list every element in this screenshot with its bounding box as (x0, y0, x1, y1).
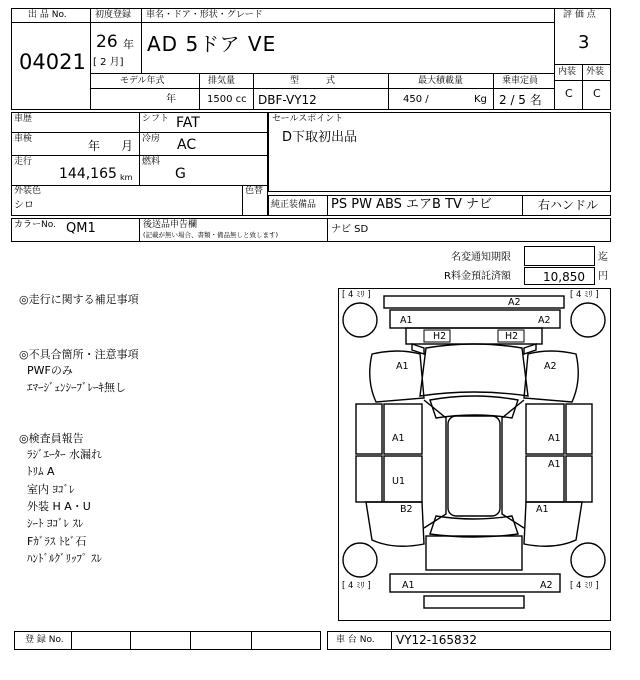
roof (448, 416, 500, 516)
mark-door-front-left: A1 (392, 433, 405, 444)
mark-grille-right: H2 (505, 331, 519, 342)
rear-bumper-bottom (424, 596, 524, 608)
rear-bumper (390, 574, 560, 592)
inspection-year-unit: 年 (88, 139, 101, 153)
front-bumper-top (384, 296, 564, 308)
front-bumper (390, 310, 560, 328)
car-outline-diagram (338, 288, 611, 621)
first-reg-month: [ 2 月] (93, 57, 124, 68)
first-reg-year-unit: 年 (123, 38, 134, 51)
first-reg-label: 初度登録 (95, 10, 132, 20)
color-change-label: 色替 (245, 186, 264, 196)
defect-line: PWFのみ (27, 364, 73, 377)
door-front-right (566, 404, 592, 454)
fuel-value: G (175, 166, 186, 182)
steering-value: 右ハンドル (538, 198, 599, 212)
mark-door-rear-right: A1 (548, 459, 561, 470)
mark-fender-left: A1 (396, 361, 409, 372)
door-front-left (356, 404, 382, 454)
inspector-line: Fｶﾞﾗｽ ﾄﾋﾞ石 (27, 535, 87, 548)
wheel-front-right (571, 303, 605, 337)
score-label: 評 価 点 (563, 10, 596, 20)
shift-label: シフト (142, 114, 170, 124)
mark-quarter-right: A1 (536, 504, 549, 515)
mark-rear-bumper-left: A1 (402, 580, 415, 591)
recycle-label: R料金預託済額 (444, 271, 511, 282)
mark-quarter-left: B2 (400, 504, 413, 515)
max-load-label: 最大積載量 (418, 76, 464, 86)
wheel-front-left (343, 303, 377, 337)
defects-title: ◎不具合箇所・注意事項 (19, 348, 139, 361)
tire-depth-rr: [ 4 ﾐﾘ ] (570, 581, 599, 591)
lot-label: 出 品 No. (28, 10, 67, 20)
interior-grade: C (565, 87, 573, 100)
history-label: 車歴 (14, 114, 33, 124)
inspection-month-unit: 月 (121, 139, 134, 153)
score-value: 3 (578, 32, 590, 53)
inspector-line: ﾗｼﾞｴｰﾀｰ 水漏れ (27, 448, 102, 461)
driving-notes-title: ◎走行に関する補足事項 (19, 293, 139, 306)
shift-value: FAT (176, 115, 200, 131)
door-rear-right (566, 456, 592, 502)
equipment-value: PS PW ABS エアB TV ナビ (331, 197, 493, 212)
door-front-right-outer (526, 404, 564, 454)
sales-point-label: セールスポイント (272, 114, 344, 124)
mark-door-front-right: A1 (548, 433, 561, 444)
sales-point-value: D下取初出品 (282, 130, 358, 145)
exterior-grade: C (593, 87, 601, 100)
fender-left (370, 351, 424, 402)
mark-front-bumper-right: A2 (538, 315, 551, 326)
tire-depth-fl: [ 4 ﾐﾘ ] (342, 290, 371, 300)
exterior-label: 外装 (586, 67, 605, 77)
mileage-label: 走行 (14, 157, 33, 167)
aftermarket-note: (記載が無い場合、書類・備品無しと致します) (143, 231, 279, 239)
ac-value: AC (177, 137, 197, 153)
sales-point-box (268, 112, 611, 192)
color-no-label: カラーNo. (14, 220, 56, 230)
quarter-left (366, 502, 424, 546)
car-name: AD 5ドア VE (147, 32, 277, 56)
mileage-unit: km (120, 173, 133, 182)
displacement-value: 1500 cc (207, 94, 247, 105)
door-front-left-outer (384, 404, 422, 454)
interior-label: 内装 (558, 67, 577, 77)
fuel-label: 燃料 (142, 157, 161, 167)
inspector-line: 外装 H A・U (27, 500, 91, 513)
mark-door-rear-left: U1 (392, 476, 405, 487)
recycle-value: 10,850 (543, 270, 585, 284)
displacement-label: 排気量 (208, 76, 236, 86)
mark-grille-left: H2 (433, 331, 447, 342)
reg-no-label: 登 録 No. (25, 635, 64, 645)
rear-window (430, 516, 518, 537)
inspector-line: ｼｰﾄ ﾖｺﾞﾚ ｽﾚ (27, 517, 84, 530)
color-no-box (11, 218, 611, 242)
defect-line: ｴﾏｰｼﾞｪﾝｼｰﾌﾞﾚｰｷ無し (27, 381, 126, 394)
first-reg-year: 26 (96, 32, 118, 52)
mark-rear-bumper-right: A2 (540, 580, 553, 591)
mark-front-bumper-left: A1 (400, 315, 413, 326)
inspector-title: ◎検査員報告 (19, 432, 84, 445)
capacity-label: 乗車定員 (502, 76, 539, 86)
mark-front-bumper-top: A2 (508, 297, 521, 308)
tire-depth-fr: [ 4 ﾐﾘ ] (570, 290, 599, 300)
fender-right (524, 351, 578, 402)
model-year-label: モデル年式 (120, 76, 165, 86)
ac-label: 冷房 (142, 134, 161, 144)
car-name-label: 車名・ドア・形状・グレード (146, 10, 263, 20)
type-label: 型 式 (290, 76, 336, 86)
chassis-value: VY12-165832 (396, 633, 477, 647)
mileage-value: 144,165 (59, 166, 117, 182)
hood (420, 344, 528, 396)
chassis-label: 車 台 No. (336, 635, 375, 645)
aftermarket-label: 後送品申告欄 (143, 220, 198, 230)
mark-fender-right: A2 (544, 361, 557, 372)
capacity-value: 2 / 5 名 (499, 93, 542, 107)
lot-number: 04021 (19, 50, 86, 74)
wheel-rear-right (571, 543, 605, 577)
max-load-unit: Kg (474, 94, 487, 105)
aftermarket-value: ナビ SD (331, 224, 369, 235)
windshield (430, 396, 518, 418)
name-change-label: 名変通知期限 (451, 252, 511, 263)
model-year-unit: 年 (166, 94, 176, 105)
max-load-value: 450 / (403, 94, 429, 105)
ext-color-value: シロ (14, 200, 34, 211)
ext-color-label: 外装色 (14, 186, 42, 196)
tire-depth-rl: [ 4 ﾐﾘ ] (342, 581, 371, 591)
inspector-line: 室内 ﾖｺﾞﾚ (27, 483, 75, 496)
equipment-label: 純正装備品 (271, 200, 317, 210)
door-rear-left (356, 456, 382, 502)
wheel-rear-left (343, 543, 377, 577)
rear-hatch (426, 536, 522, 570)
recycle-unit: 円 (598, 271, 608, 282)
type-value: DBF-VY12 (258, 93, 317, 107)
name-change-box (524, 246, 595, 266)
name-change-unit: 迄 (598, 252, 608, 263)
quarter-right (524, 502, 582, 546)
inspection-label: 車検 (14, 134, 33, 144)
inspector-line: ﾊﾝﾄﾞﾙｸﾞﾘｯﾌﾟ ｽﾚ (27, 552, 102, 565)
inspector-line: ﾄﾘﾑ A (27, 465, 55, 478)
color-no-value: QM1 (66, 221, 96, 236)
